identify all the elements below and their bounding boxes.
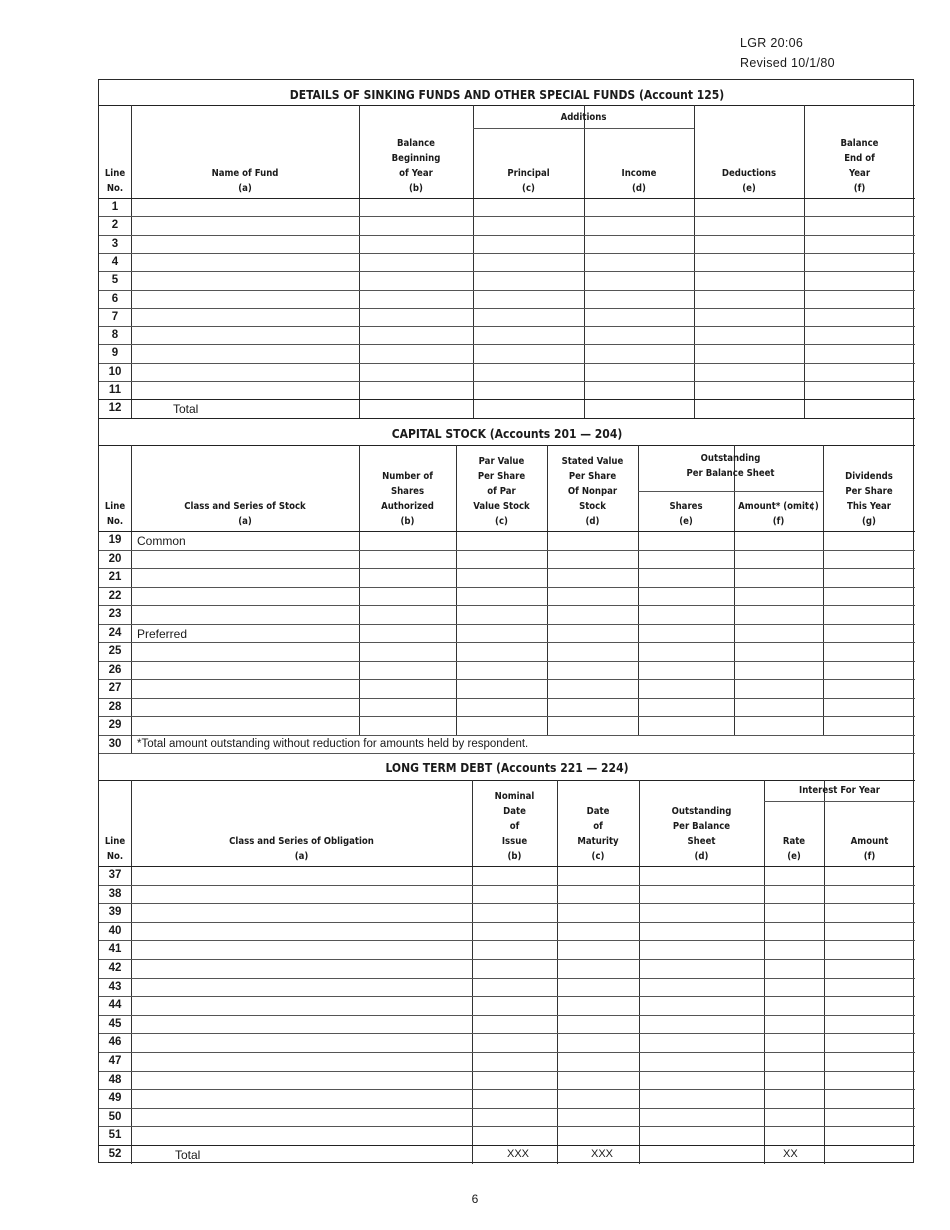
debt-row-rule — [99, 940, 915, 941]
outstanding-balance-header: Outstanding Per Balance Sheet (d) — [671, 806, 732, 862]
line-number: 3 — [111, 237, 119, 250]
line-number: 43 — [108, 980, 122, 993]
sinking-row-rule — [99, 308, 915, 309]
sinking-row-rule — [99, 363, 915, 364]
capital-row-rule — [99, 698, 915, 699]
deductions-header: Deductions (e) — [721, 168, 777, 194]
line-number: 29 — [108, 719, 122, 731]
shares-authorized-header: Number of Shares Authorized (b) — [381, 471, 434, 527]
amount-header: Amount* (omit¢) (f) — [738, 501, 819, 527]
line-number: 45 — [108, 1017, 122, 1030]
line-number: 25 — [108, 645, 122, 657]
additions-header: Additions — [560, 112, 607, 123]
sinking-row-rule — [99, 399, 915, 400]
line-number: 46 — [108, 1036, 122, 1049]
sinking-row-rule — [99, 253, 915, 254]
debt-row-rule — [99, 885, 915, 886]
interest-rule — [764, 801, 915, 802]
debt-row-rule — [99, 959, 915, 960]
line-number: 28 — [108, 700, 122, 713]
line-number: 27 — [108, 682, 122, 694]
dividends-header: Dividends Per Share This Year (g) — [845, 471, 893, 527]
capital-row-rule — [99, 605, 915, 606]
line-number: 2 — [111, 219, 119, 232]
long-term-debt-title: LONG TERM DEBT (Accounts 221 — 224) — [385, 761, 629, 775]
line-number: 22 — [108, 589, 122, 602]
line-number: 47 — [108, 1055, 122, 1067]
capital-column-rule — [734, 445, 735, 735]
sinking-row-rule — [99, 381, 915, 382]
capital-row-rule — [99, 753, 915, 754]
line-number: 19 — [108, 534, 122, 546]
header-rule — [99, 531, 915, 532]
line-number: 40 — [108, 924, 122, 937]
section-rule — [99, 780, 915, 781]
class-series-stock-header: Class and Series of Stock (a) — [184, 501, 306, 527]
capital-row-rule — [99, 550, 915, 551]
line-number: 10 — [108, 365, 122, 378]
debt-row-rule — [99, 1033, 915, 1034]
common-label: Common — [137, 534, 186, 548]
line-number: 5 — [111, 274, 119, 287]
debt-row-rule — [99, 1089, 915, 1090]
header-rule — [99, 866, 915, 867]
sinking-row-rule — [99, 216, 915, 217]
capital-row-rule — [99, 624, 915, 625]
capital-stock-title: CAPITAL STOCK (Accounts 201 — 204) — [391, 427, 623, 441]
additions-rule — [473, 128, 694, 129]
line-number: 7 — [111, 310, 119, 323]
line-number: 6 — [111, 292, 119, 305]
line-number: 39 — [108, 906, 122, 919]
revision-date: Revised 10/1/80 — [740, 56, 835, 70]
line-no-header: Line No. — [104, 168, 126, 194]
line-number: 44 — [108, 999, 122, 1012]
header-rule — [99, 198, 915, 199]
line-number: 11 — [108, 384, 122, 396]
sinking-column-rule — [694, 105, 695, 418]
debt-total-label: Total — [175, 1148, 201, 1162]
sinking-row-rule — [99, 271, 915, 272]
sinking-column-rule — [584, 105, 585, 418]
line-number: 26 — [108, 663, 122, 676]
line-number: 48 — [108, 1073, 122, 1086]
capital-row-rule — [99, 568, 915, 569]
stated-value-header: Stated Value Per Share Of Nonpar Stock (d) — [561, 456, 624, 527]
maturity-date-na: XXX — [591, 1148, 614, 1160]
line-number: 12 — [108, 402, 122, 415]
line-number: 4 — [111, 255, 119, 268]
balance-beginning-header: Balance Beginning of Year (b) — [391, 138, 441, 194]
debt-row-rule — [99, 1071, 915, 1072]
debt-row-rule — [99, 1126, 915, 1127]
rate-header: Rate (e) — [782, 836, 806, 862]
capital-row-rule — [99, 642, 915, 643]
debt-row-rule — [99, 1015, 915, 1016]
debt-row-rule — [99, 1052, 915, 1053]
capital-row-rule — [99, 661, 915, 662]
line-number: 37 — [108, 869, 122, 881]
par-value-header: Par Value Per Share of Par Value Stock (c) — [473, 456, 530, 527]
line-number: 50 — [108, 1110, 122, 1123]
line-number: 1 — [111, 201, 119, 213]
sinking-row-rule — [99, 418, 915, 419]
principal-header: Principal (c) — [507, 168, 550, 194]
debt-row-rule — [99, 978, 915, 979]
line-number: 9 — [111, 347, 119, 360]
sinking-column-rule — [473, 105, 474, 418]
debt-row-rule — [99, 922, 915, 923]
preferred-label: Preferred — [137, 626, 188, 641]
line-number: 38 — [108, 887, 122, 900]
name-of-fund-header: Name of Fund (a) — [211, 168, 279, 194]
debt-row-rule — [99, 996, 915, 997]
sinking-row-rule — [99, 326, 915, 327]
section-rule — [99, 105, 915, 106]
income-header: Income (d) — [621, 168, 657, 194]
sinking-row-rule — [99, 235, 915, 236]
capital-row-rule — [99, 735, 915, 736]
line-number: 21 — [108, 571, 122, 583]
section-rule — [99, 445, 915, 446]
shares-header: Shares (e) — [669, 501, 703, 527]
line-number: 51 — [108, 1129, 122, 1142]
capital-column-rule — [131, 445, 132, 735]
class-series-obligation-header: Class and Series of Obligation (a) — [229, 836, 374, 862]
outstanding-header: Outstanding Per Balance Sheet — [686, 453, 775, 479]
line-number: 52 — [108, 1148, 122, 1160]
balance-end-header: Balance End of Year (f) — [840, 138, 879, 194]
line-no-header: Line No. — [104, 501, 126, 527]
capital-row-rule — [99, 587, 915, 588]
debt-row-rule — [99, 903, 915, 904]
line-number: 49 — [108, 1092, 122, 1105]
date-of-issue-header: Nominal Date of Issue (b) — [494, 791, 535, 862]
capital-column-rule — [131, 735, 132, 754]
line-number: 23 — [108, 608, 122, 620]
debt-row-rule — [99, 1108, 915, 1109]
sinking-row-rule — [99, 344, 915, 345]
interest-for-year-header: Interest For Year — [799, 785, 880, 796]
outstanding-rule — [638, 491, 823, 492]
sinking-funds-title: DETAILS OF SINKING FUNDS AND OTHER SPECIAL FUNDS (Account 125) — [289, 88, 725, 102]
sinking-column-rule — [131, 105, 132, 418]
page-number: 6 — [471, 1192, 479, 1206]
line-number: 30 — [108, 737, 122, 750]
rate-na: XX — [783, 1148, 798, 1160]
form-sheet — [98, 79, 914, 1163]
issue-date-na: XXX — [507, 1148, 530, 1160]
form-id: LGR 20:06 — [740, 36, 804, 50]
date-of-maturity-header: Date of Maturity (c) — [577, 806, 619, 862]
sinking-row-rule — [99, 290, 915, 291]
sinking-total-label: Total — [173, 402, 199, 417]
line-number: 8 — [111, 329, 119, 342]
line-number: 24 — [108, 626, 122, 639]
capital-row-rule — [99, 679, 915, 680]
line-number: 41 — [108, 943, 122, 956]
debt-row-rule — [99, 1145, 915, 1146]
capital-footnote: *Total amount outstanding without reduction for amounts held by respondent. — [137, 737, 529, 750]
line-no-header: Line No. — [104, 836, 126, 862]
capital-column-rule — [638, 445, 639, 735]
interest-amount-header: Amount (f) — [850, 836, 889, 862]
capital-row-rule — [99, 716, 915, 717]
line-number: 42 — [108, 962, 122, 974]
line-number: 20 — [108, 552, 122, 565]
